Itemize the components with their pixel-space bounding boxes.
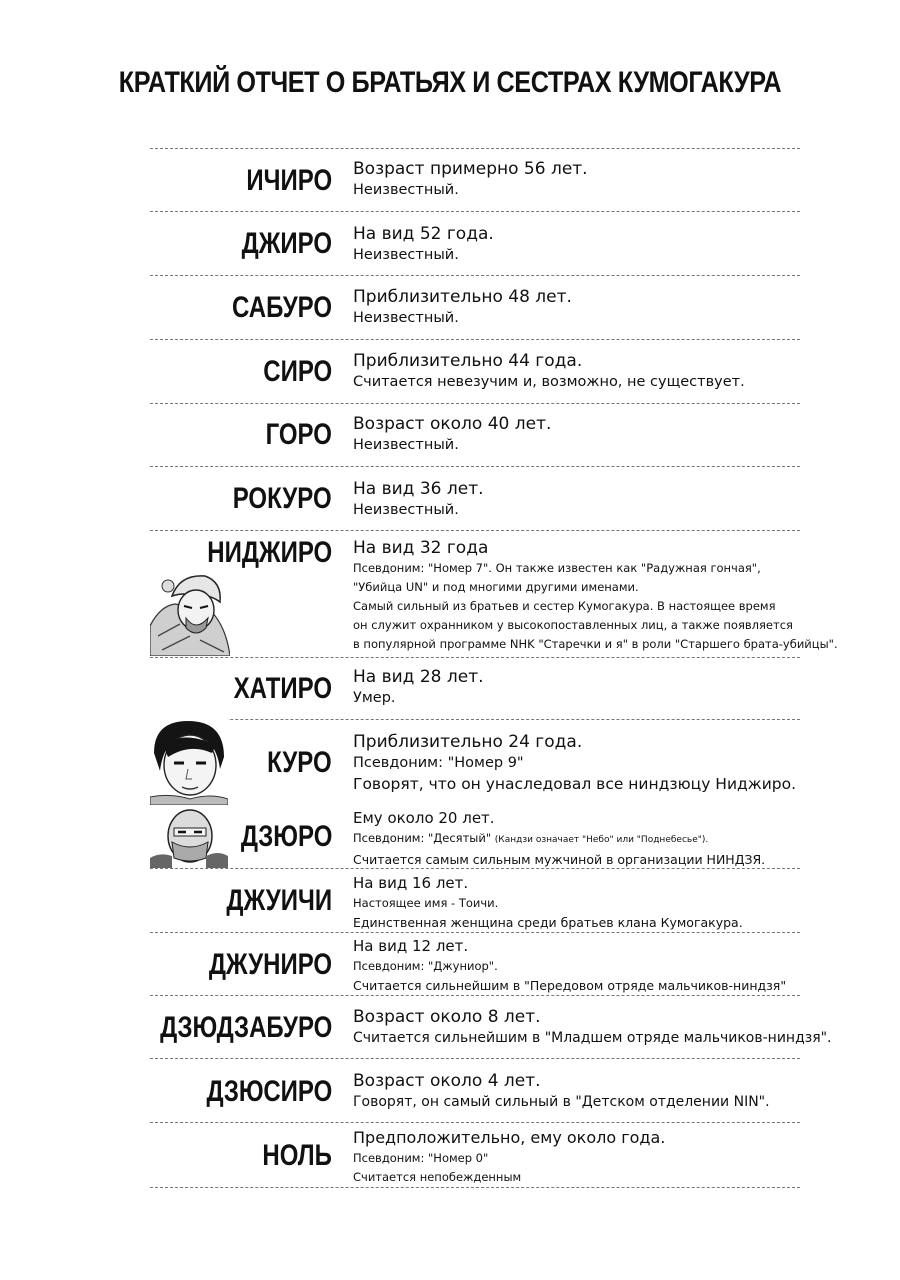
info-goro [353, 413, 551, 456]
age-text: Предположительно, ему около года. [353, 1128, 666, 1147]
detail-text: Псевдоним: "Номер 0" [353, 1151, 489, 1165]
info-kuro [353, 731, 796, 795]
age-text: Приблизительно 48 лет. [353, 287, 572, 307]
detail-text: Неизвестный. [353, 310, 459, 326]
info-ichiro [353, 158, 588, 201]
detail-text: он служит охранником у высокопоставленных лиц, а также появляется [353, 618, 793, 632]
name-goro: ГОРО [265, 418, 332, 451]
detail-text: Считается сильнейшим в "Передовом отряде мальчиков-ниндзя" [353, 978, 787, 993]
divider [150, 995, 800, 996]
detail-text: Единственная женщина среди братьев клана Кумогакура. [353, 915, 743, 930]
page-title: КРАТКИЙ ОТЧЕТ О БРАТЬЯХ И СЕСТРАХ КУМОГАКУРА [118, 66, 782, 99]
age-text: На вид 12 лет. [353, 937, 469, 955]
kanji-note: (Кандзи означает "Небо" или "Поднебесье"). [494, 835, 709, 845]
age-text: На вид 52 года. [353, 224, 494, 244]
name-ichiro: ИЧИРО [246, 164, 332, 197]
age-text: Возраст около 8 лет. [353, 1007, 541, 1027]
age-text: Возраст примерно 56 лет. [353, 159, 588, 179]
name-juichi: ДЖУИЧИ [226, 884, 332, 917]
age-text: Возраст около 4 лет. [353, 1071, 541, 1091]
nijiro-portrait [150, 566, 230, 656]
divider [150, 1058, 800, 1059]
age-text: Возраст около 40 лет. [353, 414, 552, 434]
info-juichi [353, 873, 743, 932]
divider [150, 1122, 800, 1123]
divider [150, 719, 800, 720]
name-dzyuro: ДЗЮРО [240, 820, 332, 853]
divider [150, 403, 800, 404]
detail-text: Неизвестный. [353, 247, 459, 263]
name-kuro: КУРО [267, 746, 332, 779]
divider [150, 339, 800, 340]
dzyuro-portrait [150, 806, 228, 868]
name-saburo: САБУРО [231, 291, 332, 324]
detail-text: Псевдоним: "Десятый" [353, 831, 492, 845]
age-text: На вид 28 лет. [353, 667, 484, 687]
info-dzyushiro [353, 1070, 770, 1113]
name-hachiro: ХАТИРО [233, 672, 332, 705]
age-text: На вид 36 лет. [353, 479, 484, 499]
detail-text: "Убийца UN" и под многими другими именами. [353, 580, 639, 594]
detail-text: Псевдоним: "Джуниор". [353, 959, 498, 973]
name-juniro: ДЖУНИРО [208, 948, 332, 981]
age-text: Приблизительно 24 года. [353, 732, 583, 752]
age-text: Ему около 20 лет. [353, 809, 495, 827]
info-jiro [353, 223, 494, 266]
info-nijiro [353, 537, 838, 654]
info-dzyuro [353, 808, 765, 869]
detail-text: в популярной программе NHK "Старечки и я" в роли "Старшего брата-убийцы". [353, 637, 838, 651]
detail-text: Неизвестный. [353, 502, 459, 518]
info-dzyudzaburo [353, 1006, 832, 1049]
detail-text: Говорят, он самый сильный в "Детском отделении NIN". [353, 1094, 770, 1110]
detail-text: Считается невезучим и, возможно, не существует. [353, 374, 745, 390]
divider [150, 148, 800, 149]
name-shiro: СИРО [263, 355, 332, 388]
info-juniro [353, 936, 786, 995]
divider [150, 211, 800, 212]
info-hachiro [353, 666, 484, 709]
detail-text: Псевдоним: "Номер 7". Он также известен как "Радужная гончая", [353, 561, 761, 575]
detail-text: Считается сильнейшим в "Младшем отряде мальчиков-ниндзя". [353, 1030, 832, 1046]
detail-text: Неизвестный. [353, 182, 459, 198]
info-rokuro [353, 478, 484, 521]
info-shiro [353, 350, 745, 393]
name-dzyudzaburo: ДЗЮДЗАБУРО [159, 1011, 332, 1044]
name-dzyushiro: ДЗЮСИРО [206, 1075, 332, 1108]
info-saburo [353, 286, 572, 329]
detail-text: Считается непобежденным [353, 1170, 522, 1184]
detail-text: Неизвестный. [353, 437, 459, 453]
detail-text: Умер. [353, 690, 396, 706]
divider [150, 275, 800, 276]
info-nol [353, 1127, 665, 1187]
name-jiro: ДЖИРО [241, 227, 332, 260]
detail-text: Говорят, что он унаследовал все ниндзюцу Ниджиро. [353, 775, 797, 793]
detail-text: Настоящее имя - Тоичи. [353, 896, 499, 910]
age-text: На вид 16 лет. [353, 874, 469, 892]
detail-text: Самый сильный из братьев и сестер Кумогакура. В настоящее время [353, 599, 776, 613]
divider [150, 530, 800, 531]
name-rokuro: РОКУРО [233, 482, 332, 515]
divider [150, 466, 800, 467]
kuro-portrait [150, 719, 228, 805]
age-text: На вид 32 года [353, 538, 489, 558]
detail-text: Псевдоним: "Номер 9" [353, 755, 524, 771]
detail-text: Считается самым сильным мужчиной в организации НИНДЗЯ. [353, 852, 766, 867]
divider [150, 932, 800, 933]
name-nijiro: НИДЖИРО [207, 536, 332, 569]
age-text: Приблизительно 44 года. [353, 351, 583, 371]
divider [150, 657, 800, 658]
name-nol: НОЛЬ [262, 1139, 332, 1172]
divider [150, 1187, 800, 1188]
